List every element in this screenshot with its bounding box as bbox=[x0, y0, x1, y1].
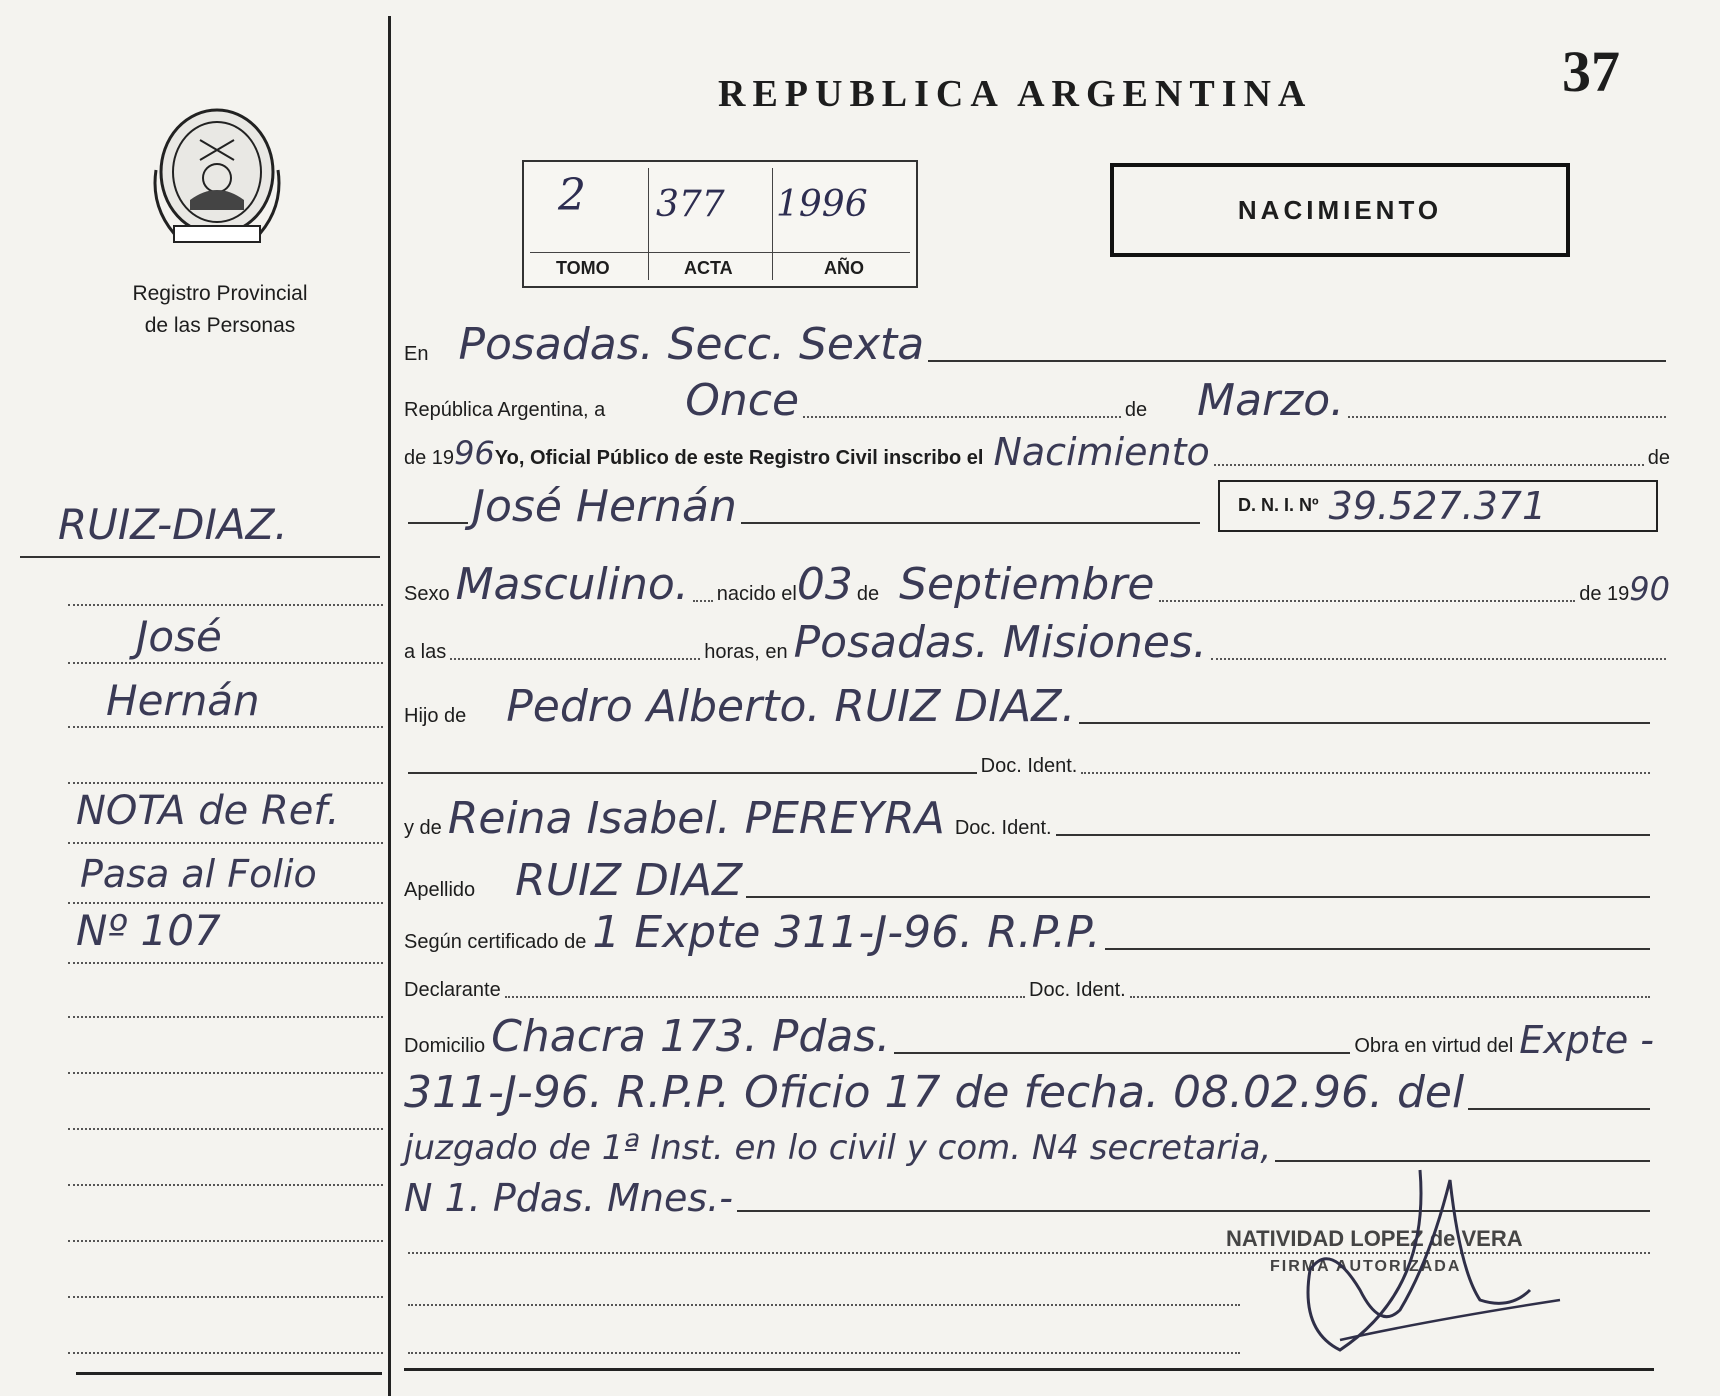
margin-ref-3: Nº 107 bbox=[76, 906, 221, 955]
domicilio-label: Domicilio bbox=[404, 1035, 486, 1057]
segun-value: 1 Expte 311-J-96. R.P.P. bbox=[592, 907, 1101, 958]
dni-value: 39.527.371 bbox=[1328, 484, 1547, 528]
sexo-value: Masculino. bbox=[455, 559, 689, 610]
row-sexo bbox=[404, 556, 1670, 608]
apellido-label: Apellido bbox=[404, 879, 476, 901]
row-en bbox=[404, 316, 1670, 368]
note-line-3: N 1. Pdas. Mnes.- bbox=[404, 1176, 733, 1220]
anio-label: AÑO bbox=[824, 258, 864, 278]
dni-box bbox=[1218, 480, 1658, 532]
declarante-label: Declarante bbox=[404, 979, 501, 1001]
year-digits: 96 bbox=[454, 434, 495, 472]
margin-divider bbox=[388, 16, 391, 1396]
nacido-label: nacido el bbox=[716, 583, 797, 605]
y-de-label: y de bbox=[404, 817, 442, 839]
oficial-text: Yo, Oficial Público de este Registro Civil inscribo el bbox=[494, 447, 984, 469]
en-label: En bbox=[404, 343, 429, 365]
birth-place: Posadas. Misiones. bbox=[793, 617, 1207, 668]
row-declarante bbox=[404, 962, 1654, 1004]
acta-value: 377 bbox=[656, 184, 725, 225]
tomo-label: TOMO bbox=[556, 258, 610, 278]
note-line-1: 311-J-96. R.P.P. Oficio 17 de fecha. 08.02.96. del bbox=[404, 1067, 1465, 1118]
row-blank-3 bbox=[404, 1320, 1244, 1360]
office-name bbox=[100, 278, 340, 342]
doc-ident-label-3: Doc. Ident. bbox=[1029, 979, 1126, 1001]
anio-value: 1996 bbox=[776, 184, 868, 225]
row-hijo bbox=[404, 676, 1654, 730]
row-blank-2 bbox=[404, 1272, 1244, 1312]
dni-label: D. N. I. Nº bbox=[1238, 494, 1319, 515]
doc-ident-label-2: Doc. Ident. bbox=[954, 817, 1052, 839]
margin-given-1: José bbox=[136, 612, 222, 661]
row-oficial bbox=[404, 424, 1670, 472]
row-nombre bbox=[404, 474, 1204, 530]
margin-given-2: Hernán bbox=[106, 676, 260, 725]
row-apellido bbox=[404, 852, 1654, 904]
row-domicilio bbox=[404, 1008, 1654, 1060]
signature-name: NATIVIDAD LOPEZ de VERA bbox=[1226, 1226, 1523, 1251]
nombre-value: José Hernán bbox=[472, 481, 737, 532]
margin-surname: RUIZ-DIAZ. bbox=[58, 500, 288, 549]
segun-label: Según certificado de bbox=[404, 931, 587, 953]
horas-label: horas, en bbox=[704, 641, 788, 663]
header-title: REPUBLICA ARGENTINA bbox=[718, 73, 1313, 115]
obra-label: Obra en virtud del bbox=[1354, 1035, 1514, 1057]
acta-label: ACTA bbox=[684, 258, 733, 278]
year-prefix: de 19 bbox=[404, 447, 455, 469]
folio-number: 37 bbox=[1562, 39, 1620, 104]
registry-box bbox=[522, 160, 918, 288]
row-madre bbox=[404, 790, 1654, 842]
birth-month: Septiembre bbox=[899, 559, 1155, 610]
birth-year-digits: 90 bbox=[1629, 570, 1670, 608]
birth-day: 03 bbox=[796, 559, 853, 610]
row-doc-father bbox=[404, 740, 1654, 780]
note-line-2: juzgado de 1ª Inst. en lo civil y com. N4 secretaria, bbox=[404, 1128, 1272, 1168]
de-label: de bbox=[1124, 399, 1148, 421]
en-value: Posadas. Secc. Sexta bbox=[458, 319, 925, 370]
obra-value: Expte - bbox=[1519, 1018, 1654, 1062]
signature-scribble-icon bbox=[1280, 1150, 1580, 1360]
father-value: Pedro Alberto. RUIZ DIAZ. bbox=[506, 681, 1076, 732]
tomo-value: 2 bbox=[558, 170, 586, 221]
margin-ref-2: Pasa al Folio bbox=[80, 852, 317, 896]
sexo-label: Sexo bbox=[404, 583, 450, 605]
doc-ident-label-1: Doc. Ident. bbox=[980, 755, 1078, 777]
month-value: Marzo. bbox=[1197, 375, 1345, 426]
de2-label: de bbox=[1647, 447, 1670, 469]
domicilio-value: Chacra 173. Pdas. bbox=[491, 1011, 891, 1062]
office-line-2: de las Personas bbox=[144, 314, 296, 337]
margin-ref-1: NOTA de Ref. bbox=[76, 788, 340, 834]
row-lugar bbox=[404, 614, 1670, 666]
row-note-1 bbox=[404, 1066, 1654, 1116]
a-las-label: a las bbox=[404, 641, 447, 663]
de3-label: de bbox=[856, 583, 880, 605]
acto-value: Nacimiento bbox=[993, 430, 1210, 474]
mother-value: Reina Isabel. PEREYRA bbox=[447, 793, 945, 844]
office-line-1: Registro Provincial bbox=[132, 282, 308, 305]
de-19-label: de 19 bbox=[1579, 583, 1630, 605]
republica-label: República Argentina, a bbox=[404, 399, 606, 421]
day-value: Once bbox=[685, 375, 800, 426]
province-seal-icon bbox=[150, 100, 284, 250]
apellido-value: RUIZ DIAZ bbox=[515, 855, 743, 906]
hijo-label: Hijo de bbox=[404, 705, 467, 727]
row-fecha bbox=[404, 376, 1670, 424]
signature-role: FIRMA AUTORIZADA bbox=[1270, 1258, 1462, 1275]
record-type: NACIMIENTO bbox=[1110, 163, 1570, 257]
bottom-rule bbox=[404, 1368, 1654, 1371]
row-segun bbox=[404, 906, 1654, 956]
